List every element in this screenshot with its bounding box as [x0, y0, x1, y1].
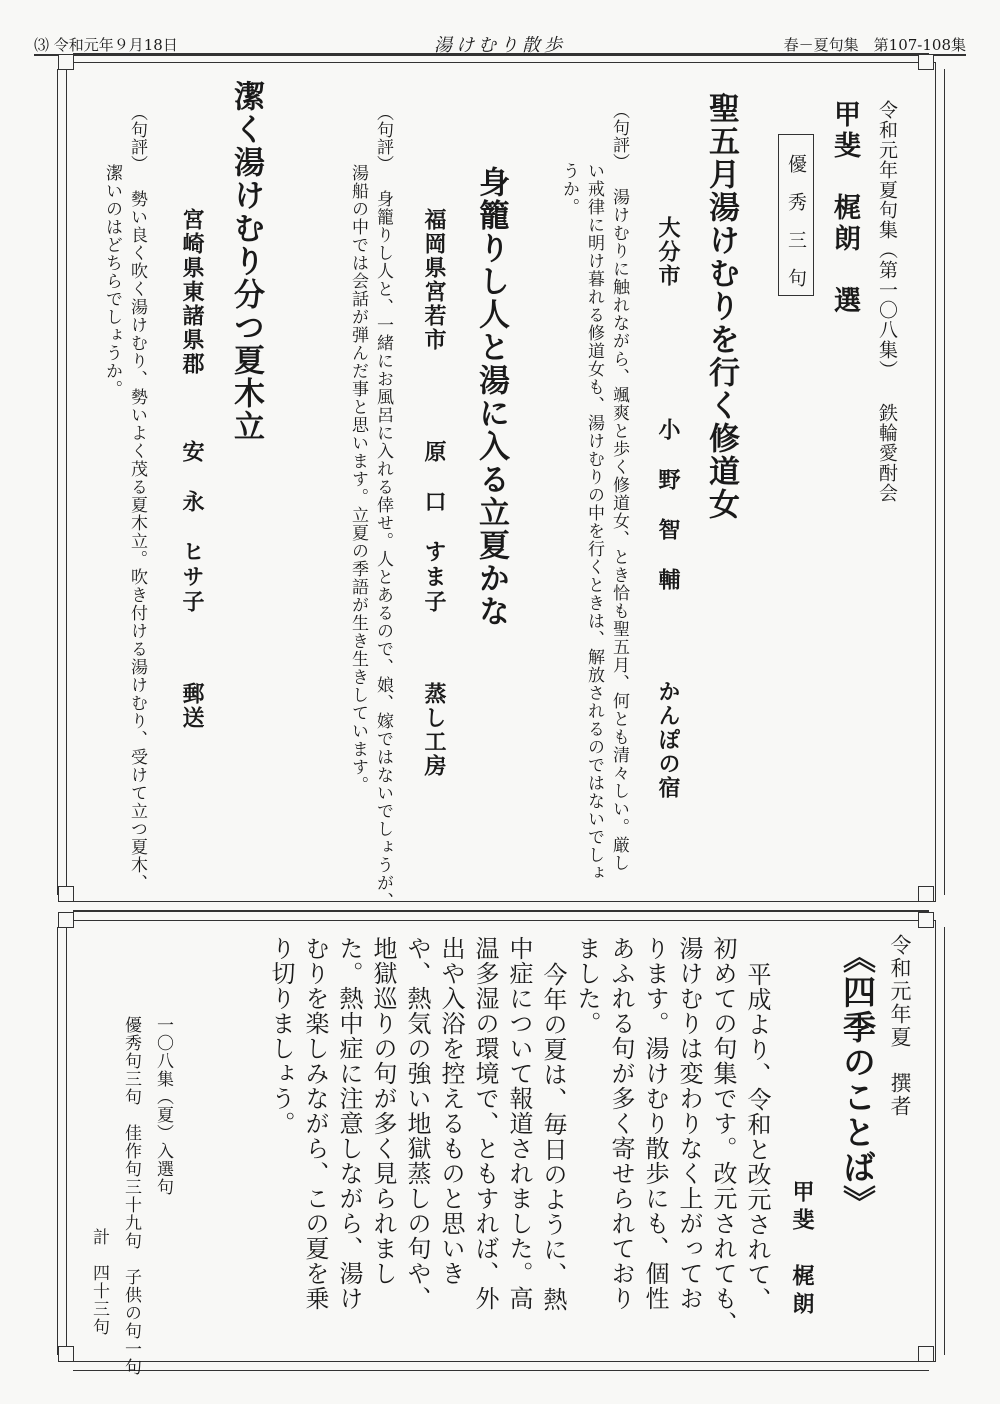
haiku: 聖五月湯けむりを行く修道女 [703, 92, 739, 521]
essay-line: 地獄巡りの句が多く見られまし [369, 936, 397, 1286]
comment-line: うか。 [559, 162, 579, 216]
entry-city: 福岡県宮若市 [421, 208, 447, 352]
entry-affiliation: 郵送 [179, 682, 205, 730]
frame-corner [918, 886, 934, 902]
column-title: 《四季のことば》 [838, 940, 877, 1220]
frame-corner [58, 54, 74, 70]
comment-label: （句評） [127, 104, 147, 172]
page-date: ⑶ 令和元年９月18日 [34, 36, 178, 54]
essay-line: 平成より、令和と改元されて、 [743, 962, 771, 1312]
frame-corner [918, 912, 934, 928]
season-label: 令和元年夏 撰者 [888, 934, 912, 1118]
publication-title: 湯けむり散歩 [434, 35, 566, 56]
comment-line: い戒律に明け暮れる修道女も、湯けむりの中を行くときは、解放されるのではないでしょ [584, 162, 604, 882]
entry-affiliation: 蒸し工房 [421, 682, 447, 778]
column-author: 甲斐 梶朗 [789, 1180, 815, 1320]
entry-city: 宮崎県東諸県郡 [179, 208, 205, 376]
comment-label: （句評） [373, 104, 393, 172]
award-label: 優 秀 三 句 [778, 134, 814, 296]
stats-counts: 優秀句三句 佳作句三十九句 子供の句一句 [121, 1016, 141, 1376]
essay-line: 出や入浴を控えるものと思いき [437, 936, 465, 1286]
essay-line: ります。湯けむり散歩にも、個性 [641, 936, 669, 1311]
comment-line: 湯けむりに触れながら、颯爽と歩く修道女、とき恰も聖五月、何とも清々しい。厳し [609, 188, 629, 872]
entry-affiliation: かんぽの宿 [655, 680, 681, 800]
essay-line: た。熱中症に注意しながら、湯け [335, 936, 363, 1311]
essay-line: 今年の夏は、毎日のように、熱 [539, 962, 567, 1312]
comment-line: 潔いのはどちらでしょうか。 [102, 164, 122, 398]
frame-corner [58, 912, 74, 928]
essay-line: むりを楽しみながら、この夏を乗 [301, 936, 329, 1311]
stats-total: 計 四十三句 [89, 1228, 109, 1336]
comment-line: 湯船の中では会話が弾んだ事と思います。立夏の季語が生き生きしています。 [348, 164, 368, 794]
essay-line: や、熱気の強い地獄蒸しの句や、 [403, 936, 431, 1311]
entry-city: 大分市 [655, 216, 681, 288]
stats-title: 一〇八集（夏）入選句 [153, 1016, 173, 1196]
comment-label: （句評） [609, 102, 629, 170]
entry-author: 小 野 智 輔 [655, 418, 681, 593]
entry-author: 安 永 ヒサ子 [179, 440, 205, 615]
series-label: 春－夏句集 第107-108集 [783, 36, 966, 54]
frame-corner [918, 54, 934, 70]
essay-line: 湯けむりは変わりなく上がってお [675, 936, 703, 1311]
frame-corner [58, 1346, 74, 1362]
essay-line: あふれる句が多く寄せられており [607, 936, 635, 1311]
frame-corner [58, 886, 74, 902]
haiku: 身籠りし人と湯に入る立夏かな [473, 166, 509, 628]
collection-title: 令和元年夏句集（第一〇八集） 鉄輪愛酎会 [876, 100, 898, 503]
comment-line: 勢い良く吹く湯けむり、勢いよく茂る夏木立。吹き付ける湯けむり、受けて立つ夏木、 [127, 190, 147, 892]
selector-name: 甲斐 梶朗 選 [829, 100, 860, 317]
essay-line: 温多湿の環境で、ともすれば、外 [471, 936, 499, 1311]
haiku: 潔く湯けむり分つ夏木立 [228, 80, 264, 443]
essay-line: ました。 [573, 936, 601, 1036]
frame-corner [918, 1346, 934, 1362]
essay-line: 初めての句集です。改元されても、 [709, 936, 737, 1336]
comment-line: 身籠りし人と、一緒にお風呂に入れる倖せ。人とあるので、娘、嫁ではないでしょうが、 [373, 190, 393, 910]
entry-author: 原 口 すま子 [421, 440, 447, 615]
essay-line: 中症について報道されました。高 [505, 936, 533, 1311]
essay-line: り切りましょう。 [267, 936, 295, 1136]
